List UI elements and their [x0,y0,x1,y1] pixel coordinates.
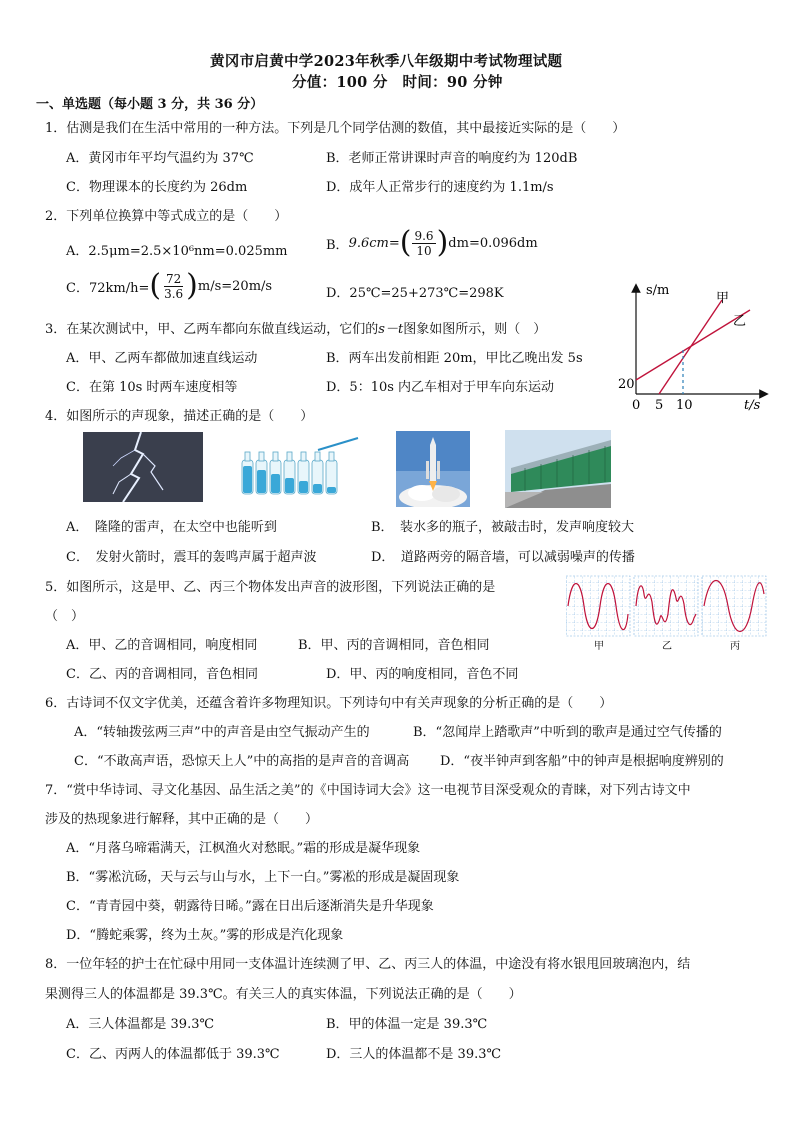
q5-option-b: B．甲、丙的音调相同，音色相同 [298,638,490,653]
exam-subtitle: 分值：100 分 时间：90 分钟 [292,74,503,91]
wave-label-yi: 乙 [662,641,672,652]
q1-option-a: A．黄冈市年平均气温约为 37℃ [66,151,254,166]
q6-stem: 6．古诗词不仅文字优美，还蕴含着许多物理知识。下列诗句中有关声现象的分析正确的是（ ） [45,696,613,711]
q2-option-d: D．25℃=25+273℃=298K [326,286,504,301]
q6-option-c: C．“不敢高声语，恐惊天上人”中的高指的是声音的音调高 [74,754,410,769]
q3-option-d: D．5：10s 内乙车相对于甲车向东运动 [326,380,555,395]
q6-option-b: B．“忽闻岸上踏歌声”中听到的歌声是通过空气传播的 [413,725,722,740]
graph-ylabel: s/m [646,283,670,298]
q2-b-fraction: ( $\frac{9.6}{10}$ ) [399,225,449,260]
q7-option-d: D．“腾蛇乘雾，终为土灰。”雾的形成是汽化现象 [66,928,344,943]
q5-stem: 5．如图所示，这是甲、乙、丙三个物体发出声音的波形图，下列说法正确的是 [45,580,496,595]
wave-label-bing: 丙 [730,641,740,652]
q1-stem: 1．估测是我们在生活中常用的一种方法。下列是几个同学估测的数值，其中最接近实际的是（ ） [45,121,626,136]
q1-option-b: B．老师正常讲课时声音的响度约为 120dB [326,151,578,166]
q7-option-c: C．“青青园中葵，朝露待日晞。”露在日出后逐渐消失是升华现象 [66,899,434,914]
q1-option-d: D．成年人正常步行的速度约为 1.1m/s [326,180,554,195]
q5-paren: （ ） [45,609,85,624]
section-heading: 一、单选题（每小题 3 分，共 36 分） [36,97,264,112]
q8-stem-line2: 果测得三人的体温都是 39.3℃。有关三人的真实体温，下列说法正确的是（ ） [45,987,522,1002]
striking-rod [318,438,358,450]
q2-option-a: A．2.5μm=2.5×10⁶nm=0.025mm [66,244,288,259]
q3-stem-st: s－t [378,322,404,337]
st-graph [612,280,772,415]
exam-title: 黄冈市启黄中学2023年秋季八年级期中考试物理试题 [210,53,563,70]
lightning-picture [83,432,203,502]
rocket-picture [396,431,470,507]
graph-xlabel: t/s [744,398,761,413]
q4-option-d: D． 道路两旁的隔音墙，可以减弱噪声的传播 [371,550,635,565]
wave-grid-yi [634,576,698,636]
q2-b-suffix: dm=0.096dm [448,235,538,251]
q2-b-equals: = [388,235,400,251]
q3-option-b: B．两车出发前相距 20m，甲比乙晚出发 5s [326,351,583,366]
q4-option-c: C． 发射火箭时，震耳的轰鸣声属于超声波 [66,550,317,565]
q8-stem-line1: 8．一位年轻的护士在忙碌中用同一支体温计连续测了甲、乙、丙三人的体温，中途没有将水银甩回玻璃泡内，结 [45,957,691,972]
q4-stem: 4．如图所示的声现象，描述正确的是（ ） [45,409,314,424]
q2-b-numerator: 9.6 [414,228,434,243]
q5-option-d: D．甲、丙的响度相同，音色不同 [326,667,519,682]
q2-c-suffix: m/s=20m/s [197,278,273,294]
graph-x10: 10 [676,398,693,413]
q2-option-b [326,225,538,260]
q2-b-prefix: B． [326,237,349,253]
q8-option-d: D．三人的体温都不是 39.3℃ [326,1047,502,1062]
q4-option-a: A． 隆隆的雷声，在太空中也能听到 [66,520,277,535]
wave-label-jia: 甲 [594,641,604,652]
q3-option-a: A．甲、乙两车都做加速直线运动 [66,351,258,366]
q2-b-italic: 9.6cm [348,235,389,251]
q3-stem-a: 3．在某次测试中，甲、乙两车都向东做直线运动，它们的 [45,322,379,337]
q3-stem [45,318,546,337]
q4-option-b: B． 装水多的瓶子，被敲击时，发声响度较大 [371,520,635,535]
q7-option-b: B．“雾凇沆砀，天与云与山与水，上下一白。”雾凇的形成是凝固现象 [66,870,460,885]
q2-c-numerator: 72 [165,271,182,286]
q7-stem-line1: 7．“赏中华诗词、寻文化基因、品生活之美”的《中国诗词大会》这一电视节目深受观众的青睐，对下列古诗文中 [45,783,691,798]
bottles-picture [236,436,362,498]
q5-option-a: A．甲、乙的音调相同，响度相同 [66,638,258,653]
q8-option-c: C．乙、丙两人的体温都低于 39.3℃ [66,1047,280,1062]
q8-option-b: B．甲的体温一定是 39.3℃ [326,1017,488,1032]
sound-barrier-picture [505,430,611,508]
line-jia [659,300,722,394]
q5-option-c: C．乙、丙的音调相同，音色相同 [66,667,258,682]
q6-option-d: D．“夜半钟声到客船”中的钟声是根据响度辨别的 [440,754,724,769]
waveform-figure [566,574,770,652]
q3-option-c: C．在第 10s 时两车速度相等 [66,380,238,395]
q2-b-denominator: 10 [416,243,432,258]
graph-label-yi: 乙 [733,314,747,329]
graph-y20: 20 [618,377,635,392]
q1-option-c: C．物理课本的长度约为 26dm [66,180,248,195]
q2-c-denominator: 3.6 [164,286,184,301]
q6-option-a: A．“转轴拨弦两三声”中的声音是由空气振动产生的 [74,725,370,740]
q2-c-fraction: ( $\frac{72}{3.6}$ ) [149,268,198,303]
q3-stem-b: 图象如图所示，则（ ） [403,322,547,337]
graph-x5: 5 [655,398,664,413]
graph-label-jia: 甲 [716,291,730,306]
q2-c-prefix: C．72km/h= [66,280,150,296]
q2-stem: 2．下列单位换算中等式成立的是（ ） [45,209,288,224]
q7-option-a: A．“月落乌啼霜满天，江枫渔火对愁眠。”霜的形成是凝华现象 [66,841,421,856]
q2-option-c [66,268,273,303]
graph-origin: 0 [632,398,641,413]
q8-option-a: A．三人体温都是 39.3℃ [66,1017,215,1032]
q7-stem-line2: 涉及的热现象进行解释，其中正确的是（ ） [45,812,319,827]
